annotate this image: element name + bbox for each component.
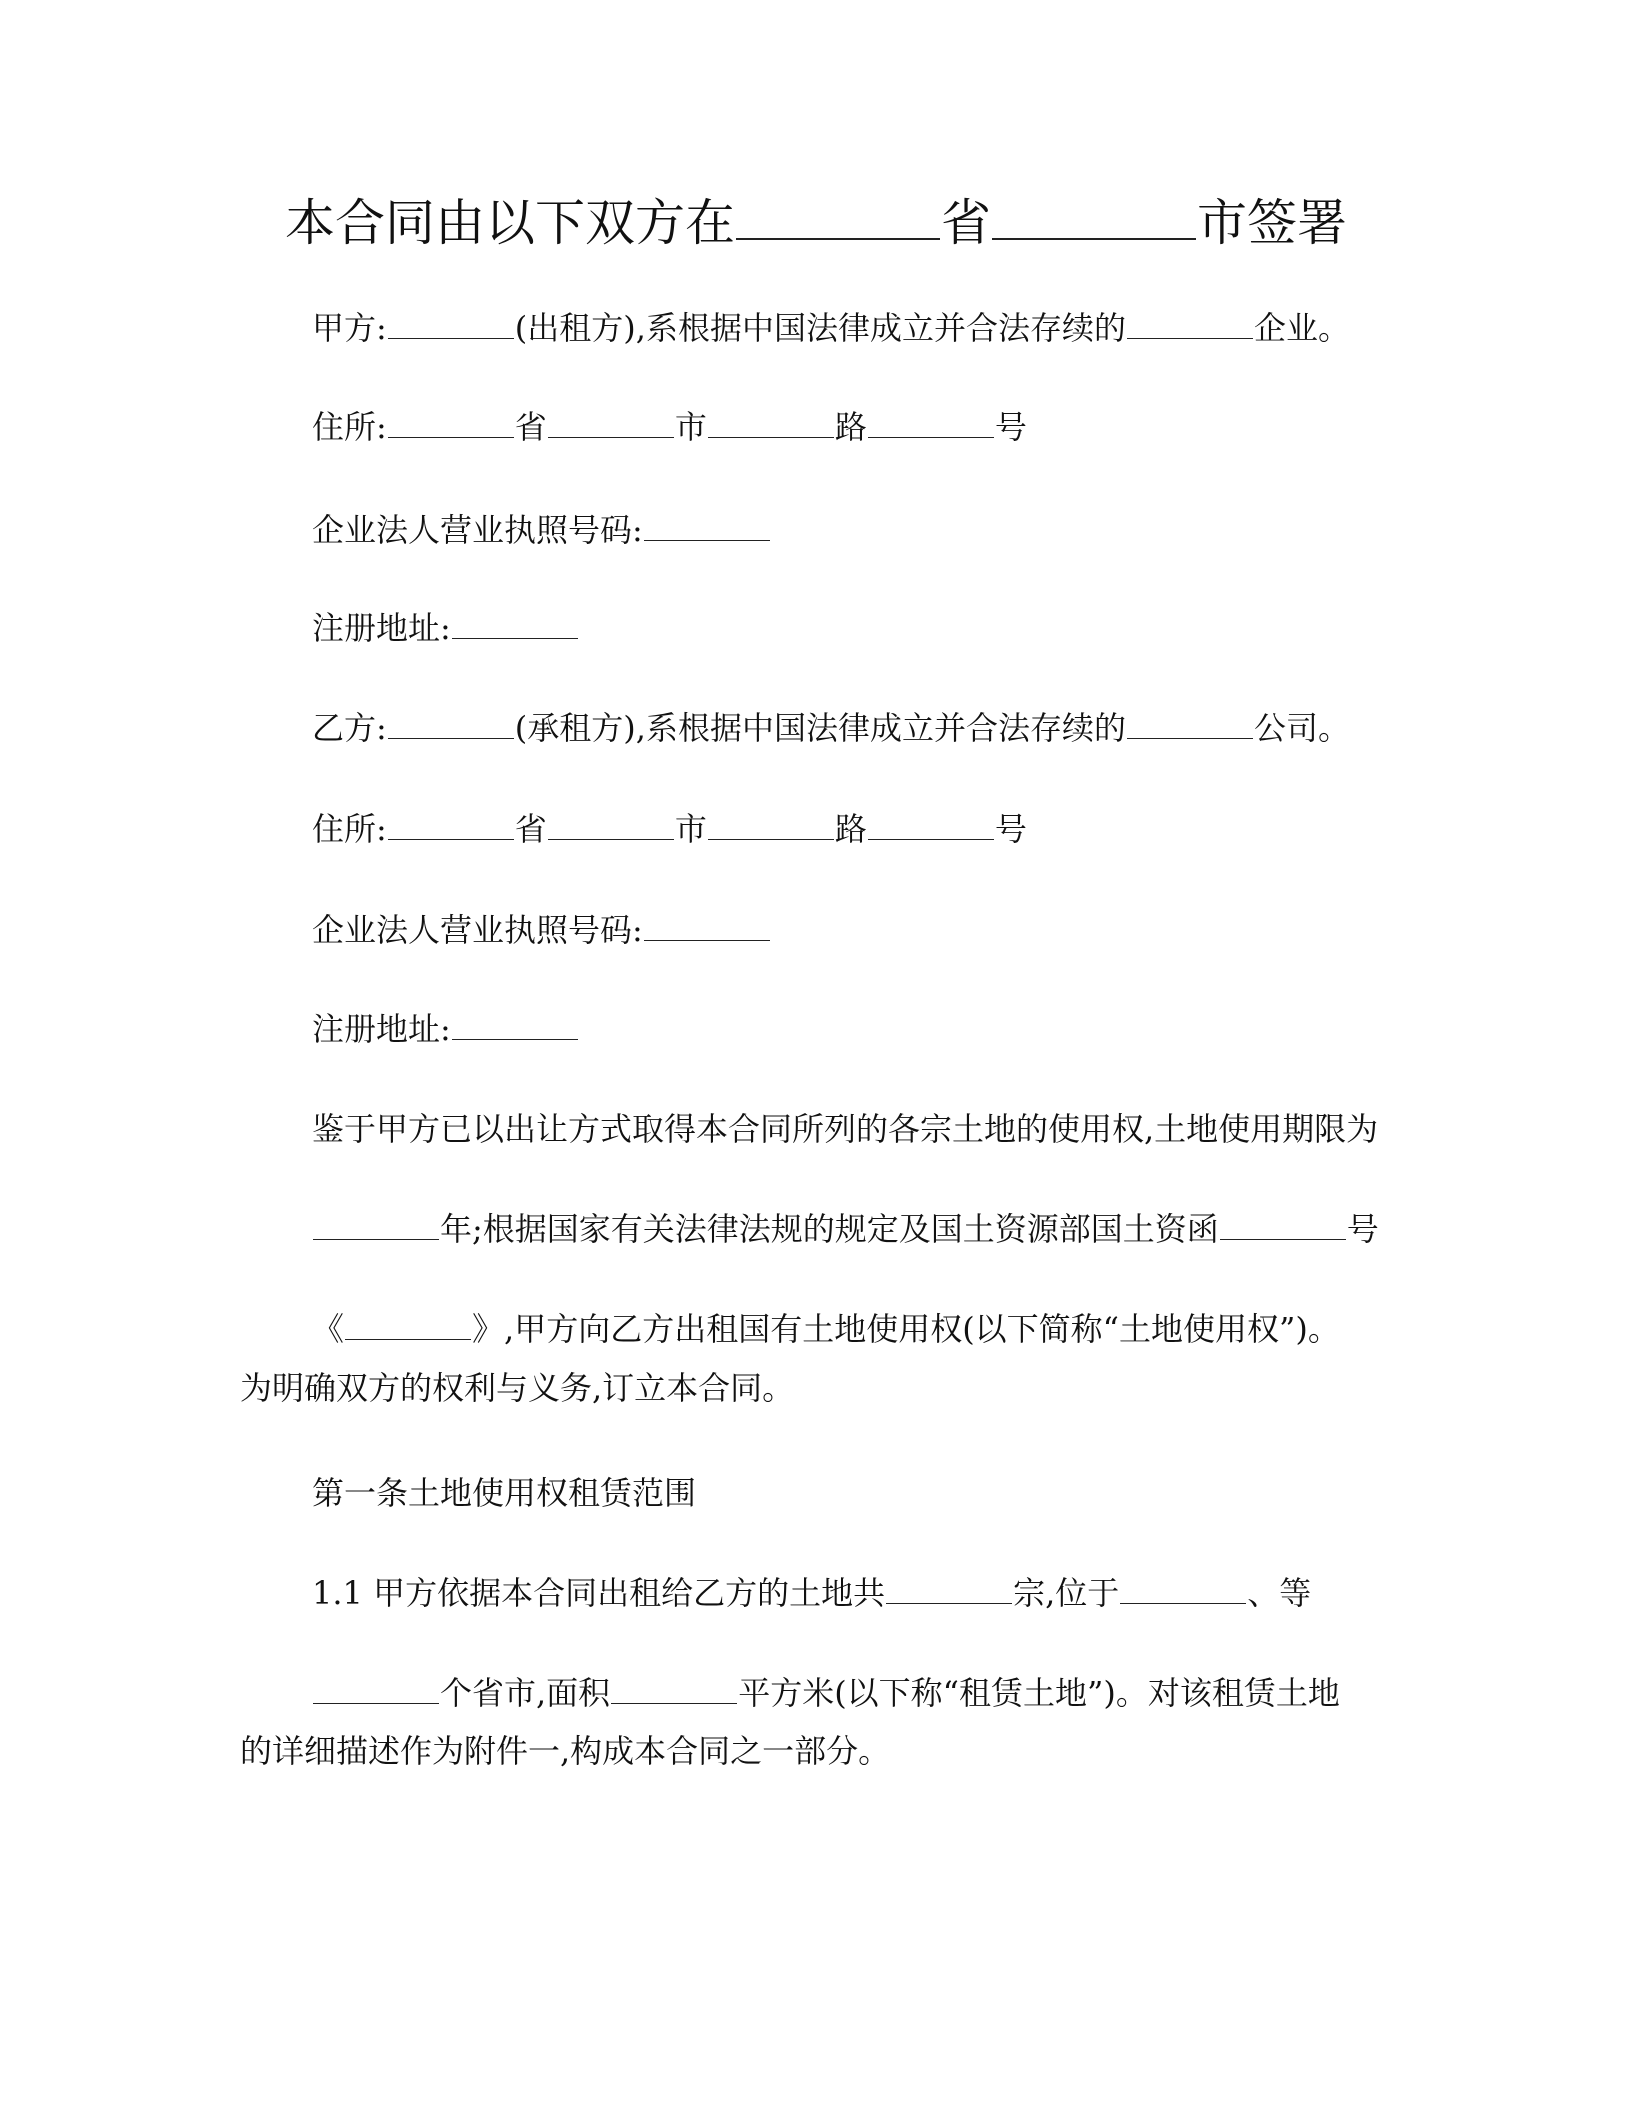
blank-parcel-location[interactable]: [1120, 1573, 1246, 1604]
blank-area[interactable]: [611, 1673, 737, 1704]
party-a-suffix: 企业。: [1253, 309, 1350, 347]
blank-party-a-city[interactable]: [548, 407, 674, 438]
city-label: 市: [674, 408, 707, 446]
blank-party-a-name[interactable]: [388, 308, 514, 339]
blank-province-count[interactable]: [313, 1673, 439, 1704]
party-a-address-label: 住所:: [312, 408, 387, 446]
party-a-line: [312, 306, 1350, 350]
clause-1-1-line-1: [312, 1571, 1311, 1615]
road-label: 路: [834, 810, 867, 848]
party-b-address-line: [312, 807, 1027, 851]
blank-parcel-count[interactable]: [886, 1573, 1012, 1604]
blank-use-term[interactable]: [313, 1209, 439, 1240]
city-label: 市: [674, 810, 707, 848]
clause-1-1-line-2: [312, 1671, 1340, 1715]
preamble-line-3-open: 《: [312, 1310, 345, 1348]
province-label: 省: [514, 810, 547, 848]
party-b-registered-line: [312, 1007, 579, 1051]
party-b-line: [312, 706, 1350, 750]
title-text-3: 市签署: [1197, 194, 1347, 252]
clause-1-1-line-3: 的详细描述作为附件一,构成本合同之一部分。: [240, 1732, 891, 1770]
preamble-line-4: 为明确双方的权利与义务,订立本合同。: [240, 1369, 795, 1407]
party-b-role: (承租方),系根据中国法律成立并合法存续的: [514, 709, 1126, 747]
party-b-license-label: 企业法人营业执照号码:: [312, 911, 643, 949]
blank-party-b-license[interactable]: [644, 910, 770, 941]
title-text-2: 省: [941, 194, 991, 252]
blank-party-b-city[interactable]: [548, 809, 674, 840]
blank-party-b-road[interactable]: [708, 809, 834, 840]
province-label: 省: [514, 408, 547, 446]
number-label: 号: [994, 810, 1027, 848]
preamble-line-3-text: 》,甲方向乙方出租国有土地使用权(以下简称“土地使用权”)。: [472, 1310, 1340, 1348]
blank-party-b-registered[interactable]: [452, 1009, 578, 1040]
blank-title-province[interactable]: [736, 190, 940, 240]
clause-1-1-text-e: 平方米(以下称“租赁土地”)。对该租赁土地: [738, 1674, 1340, 1712]
blank-document-title[interactable]: [345, 1309, 471, 1340]
party-a-role: (出租方),系根据中国法律成立并合法存续的: [514, 309, 1126, 347]
road-label: 路: [834, 408, 867, 446]
party-a-label: 甲方:: [312, 309, 387, 347]
party-b-label: 乙方:: [312, 709, 387, 747]
party-a-registered-line: [312, 606, 579, 650]
title-text-1: 本合同由以下双方在: [285, 194, 735, 252]
clause-1-1-text-d: 个省市,面积: [440, 1674, 611, 1712]
number-label: 号: [994, 408, 1027, 446]
preamble-line-1: 鉴于甲方已以出让方式取得本合同所列的各宗土地的使用权,土地使用期限为: [312, 1110, 1379, 1148]
party-a-registered-label: 注册地址:: [312, 609, 451, 647]
clause-1-1-text-c: 、等: [1247, 1574, 1312, 1612]
party-a-license-label: 企业法人营业执照号码:: [312, 511, 643, 549]
blank-party-a-road[interactable]: [708, 407, 834, 438]
party-b-address-label: 住所:: [312, 810, 387, 848]
clause-1-1-text-b: 宗,位于: [1013, 1574, 1120, 1612]
party-b-license-line: [312, 908, 771, 952]
blank-document-number[interactable]: [1220, 1209, 1346, 1240]
blank-party-a-type[interactable]: [1127, 308, 1253, 339]
party-b-suffix: 公司。: [1253, 709, 1350, 747]
blank-party-a-registered[interactable]: [452, 608, 578, 639]
preamble-line-2-suffix: 号: [1346, 1210, 1379, 1248]
clause-1-1-text-a: 1.1 甲方依据本合同出租给乙方的土地共: [312, 1574, 886, 1612]
preamble-line-2-text: 年;根据国家有关法律法规的规定及国土资源部国土资函: [440, 1210, 1219, 1248]
blank-party-b-province[interactable]: [388, 809, 514, 840]
party-b-registered-label: 注册地址:: [312, 1010, 451, 1048]
blank-party-b-number[interactable]: [868, 809, 994, 840]
blank-party-b-type[interactable]: [1127, 708, 1253, 739]
party-a-address-line: [312, 405, 1027, 449]
preamble-line-3: [312, 1307, 1340, 1351]
blank-party-a-province[interactable]: [388, 407, 514, 438]
preamble-line-2: [312, 1207, 1379, 1251]
document-title: [0, 188, 1632, 258]
party-a-license-line: [312, 508, 771, 552]
article-1-heading: 第一条土地使用权租赁范围: [312, 1474, 697, 1512]
blank-party-a-license[interactable]: [644, 510, 770, 541]
blank-title-city[interactable]: [992, 190, 1196, 240]
blank-party-a-number[interactable]: [868, 407, 994, 438]
blank-party-b-name[interactable]: [388, 708, 514, 739]
